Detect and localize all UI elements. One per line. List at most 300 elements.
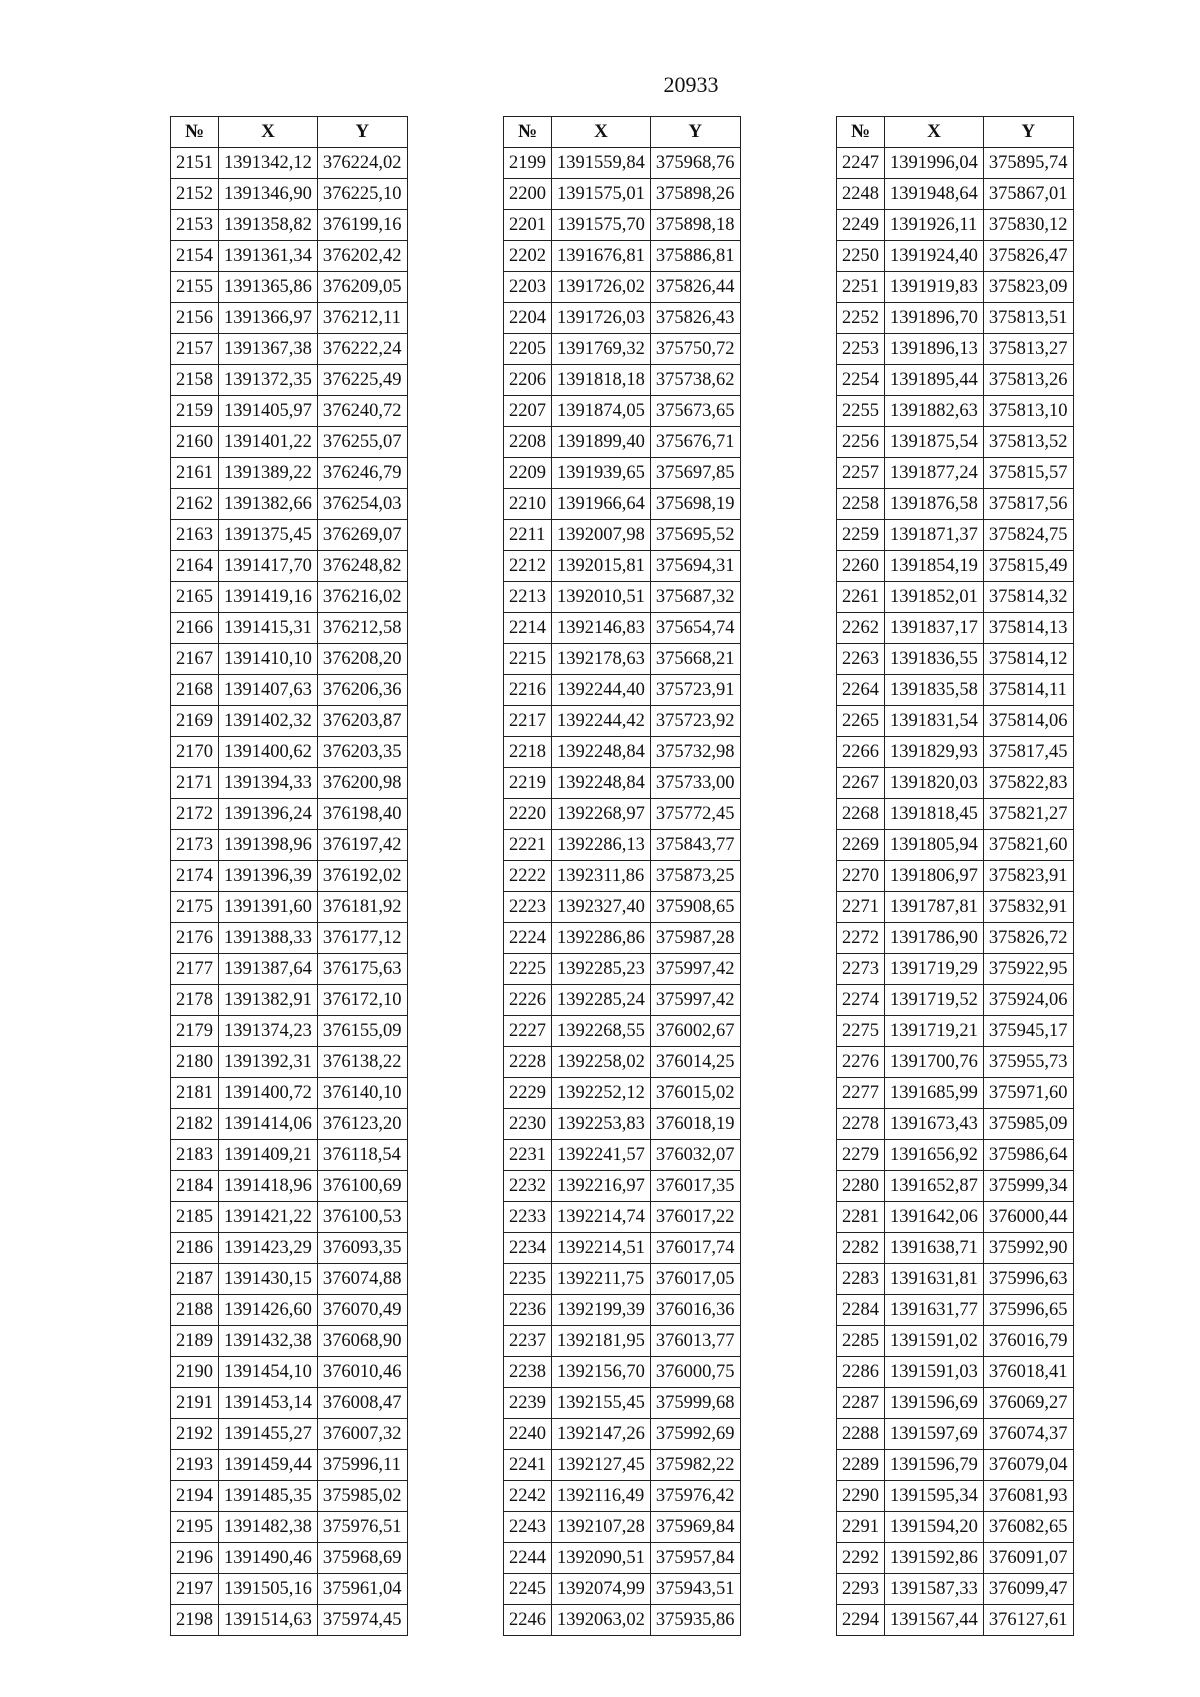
table-row <box>504 1450 741 1481</box>
y-coordinate-cell: 376269,07 <box>317 520 407 551</box>
point-number-cell: 2272 <box>837 923 885 954</box>
point-number-cell: 2221 <box>504 830 552 861</box>
x-coordinate-cell: 1391505,16 <box>219 1574 318 1605</box>
table-row <box>504 1388 741 1419</box>
y-coordinate-cell: 375814,32 <box>983 582 1073 613</box>
table-row <box>171 706 408 737</box>
x-coordinate-cell: 1391719,29 <box>885 954 984 985</box>
x-coordinate-cell: 1391432,38 <box>219 1326 318 1357</box>
point-number-cell: 2187 <box>171 1264 219 1295</box>
point-number-cell: 2263 <box>837 644 885 675</box>
y-coordinate-cell: 375985,02 <box>317 1481 407 1512</box>
x-coordinate-cell: 1391396,39 <box>219 861 318 892</box>
table-row <box>504 1078 741 1109</box>
x-coordinate-cell: 1391389,22 <box>219 458 318 489</box>
x-coordinate-cell: 1391597,69 <box>885 1419 984 1450</box>
x-coordinate-cell: 1392107,28 <box>552 1512 651 1543</box>
point-number-cell: 2171 <box>171 768 219 799</box>
x-coordinate-cell: 1392211,75 <box>552 1264 651 1295</box>
y-coordinate-cell: 375815,49 <box>983 551 1073 582</box>
x-coordinate-cell: 1391877,24 <box>885 458 984 489</box>
x-coordinate-cell: 1392286,86 <box>552 923 651 954</box>
y-coordinate-cell: 376255,07 <box>317 427 407 458</box>
x-coordinate-cell: 1391966,64 <box>552 489 651 520</box>
table-row <box>171 1419 408 1450</box>
x-coordinate-cell: 1391831,54 <box>885 706 984 737</box>
x-coordinate-cell: 1391642,06 <box>885 1202 984 1233</box>
table-row <box>504 861 741 892</box>
table-row <box>837 923 1074 954</box>
point-number-cell: 2212 <box>504 551 552 582</box>
x-coordinate-cell: 1391805,94 <box>885 830 984 861</box>
y-coordinate-cell: 375969,84 <box>650 1512 740 1543</box>
y-coordinate-cell: 375723,92 <box>650 706 740 737</box>
point-number-cell: 2179 <box>171 1016 219 1047</box>
y-coordinate-cell: 376192,02 <box>317 861 407 892</box>
y-coordinate-cell: 375813,27 <box>983 334 1073 365</box>
y-coordinate-cell: 376100,53 <box>317 1202 407 1233</box>
y-coordinate-cell: 376118,54 <box>317 1140 407 1171</box>
y-coordinate-cell: 375943,51 <box>650 1574 740 1605</box>
point-number-cell: 2279 <box>837 1140 885 1171</box>
x-coordinate-cell: 1391871,37 <box>885 520 984 551</box>
table-row <box>171 1233 408 1264</box>
x-coordinate-cell: 1392253,83 <box>552 1109 651 1140</box>
point-number-cell: 2258 <box>837 489 885 520</box>
y-coordinate-cell: 376172,10 <box>317 985 407 1016</box>
y-coordinate-cell: 375668,21 <box>650 644 740 675</box>
x-coordinate-cell: 1391896,70 <box>885 303 984 334</box>
table-row <box>837 1233 1074 1264</box>
y-coordinate-cell: 375814,12 <box>983 644 1073 675</box>
table-row <box>504 551 741 582</box>
table-row <box>171 985 408 1016</box>
x-coordinate-cell: 1392090,51 <box>552 1543 651 1574</box>
x-coordinate-cell: 1392244,40 <box>552 675 651 706</box>
point-number-cell: 2215 <box>504 644 552 675</box>
table-row <box>504 1109 741 1140</box>
table-row <box>837 520 1074 551</box>
point-number-cell: 2153 <box>171 210 219 241</box>
y-coordinate-cell: 375924,06 <box>983 985 1073 1016</box>
x-coordinate-cell: 1391575,01 <box>552 179 651 210</box>
table-row <box>837 1140 1074 1171</box>
table-row <box>504 1140 741 1171</box>
y-coordinate-cell: 375826,43 <box>650 303 740 334</box>
point-number-cell: 2244 <box>504 1543 552 1574</box>
x-coordinate-cell: 1392010,51 <box>552 582 651 613</box>
point-number-cell: 2214 <box>504 613 552 644</box>
y-coordinate-cell: 376007,32 <box>317 1419 407 1450</box>
point-number-cell: 2264 <box>837 675 885 706</box>
table-row <box>837 334 1074 365</box>
y-coordinate-cell: 376248,82 <box>317 551 407 582</box>
table-row <box>504 1295 741 1326</box>
x-coordinate-cell: 1391419,16 <box>219 582 318 613</box>
y-coordinate-cell: 376013,77 <box>650 1326 740 1357</box>
point-number-cell: 2175 <box>171 892 219 923</box>
x-coordinate-cell: 1391592,86 <box>885 1543 984 1574</box>
x-coordinate-cell: 1391700,76 <box>885 1047 984 1078</box>
x-coordinate-cell: 1391346,90 <box>219 179 318 210</box>
table-row <box>837 1481 1074 1512</box>
point-number-cell: 2184 <box>171 1171 219 1202</box>
table-row <box>504 179 741 210</box>
table-header-row <box>837 117 1074 148</box>
y-coordinate-cell: 376140,10 <box>317 1078 407 1109</box>
y-coordinate-cell: 376212,58 <box>317 613 407 644</box>
x-coordinate-cell: 1391400,72 <box>219 1078 318 1109</box>
x-coordinate-cell: 1391418,96 <box>219 1171 318 1202</box>
y-coordinate-cell: 375823,09 <box>983 272 1073 303</box>
point-number-cell: 2208 <box>504 427 552 458</box>
y-coordinate-cell: 376202,42 <box>317 241 407 272</box>
table-row <box>171 954 408 985</box>
table-row <box>504 241 741 272</box>
table-row <box>504 1419 741 1450</box>
table-row <box>837 396 1074 427</box>
point-number-cell: 2261 <box>837 582 885 613</box>
page-number: 20933 <box>663 72 719 97</box>
x-coordinate-cell: 1391514,63 <box>219 1605 318 1636</box>
table-row <box>504 737 741 768</box>
point-number-cell: 2186 <box>171 1233 219 1264</box>
point-number-cell: 2294 <box>837 1605 885 1636</box>
point-number-cell: 2199 <box>504 148 552 179</box>
point-number-cell: 2284 <box>837 1295 885 1326</box>
x-coordinate-cell: 1391876,58 <box>885 489 984 520</box>
table-row <box>171 303 408 334</box>
point-number-cell: 2157 <box>171 334 219 365</box>
table-row <box>837 737 1074 768</box>
x-coordinate-cell: 1391895,44 <box>885 365 984 396</box>
point-number-cell: 2198 <box>171 1605 219 1636</box>
y-coordinate-cell: 376123,20 <box>317 1109 407 1140</box>
header-number: № <box>171 117 219 148</box>
table-row <box>171 1450 408 1481</box>
table-row <box>171 489 408 520</box>
y-coordinate-cell: 376000,44 <box>983 1202 1073 1233</box>
point-number-cell: 2243 <box>504 1512 552 1543</box>
point-number-cell: 2159 <box>171 396 219 427</box>
x-coordinate-cell: 1391786,90 <box>885 923 984 954</box>
x-coordinate-cell: 1391874,05 <box>552 396 651 427</box>
x-coordinate-cell: 1391875,54 <box>885 427 984 458</box>
x-coordinate-cell: 1391455,27 <box>219 1419 318 1450</box>
point-number-cell: 2270 <box>837 861 885 892</box>
point-number-cell: 2172 <box>171 799 219 830</box>
table-row <box>504 458 741 489</box>
x-coordinate-cell: 1392181,95 <box>552 1326 651 1357</box>
y-coordinate-cell: 376099,47 <box>983 1574 1073 1605</box>
table-row <box>171 427 408 458</box>
y-coordinate-cell: 376018,41 <box>983 1357 1073 1388</box>
y-coordinate-cell: 375813,26 <box>983 365 1073 396</box>
x-coordinate-cell: 1391899,40 <box>552 427 651 458</box>
x-coordinate-cell: 1392156,70 <box>552 1357 651 1388</box>
table-row <box>171 1016 408 1047</box>
y-coordinate-cell: 376032,07 <box>650 1140 740 1171</box>
point-number-cell: 2227 <box>504 1016 552 1047</box>
x-coordinate-cell: 1391787,81 <box>885 892 984 923</box>
y-coordinate-cell: 376216,02 <box>317 582 407 613</box>
y-coordinate-cell: 375723,91 <box>650 675 740 706</box>
point-number-cell: 2191 <box>171 1388 219 1419</box>
table-row <box>504 892 741 923</box>
table-row <box>171 1171 408 1202</box>
y-coordinate-cell: 375738,62 <box>650 365 740 396</box>
y-coordinate-cell: 375813,51 <box>983 303 1073 334</box>
y-coordinate-cell: 375733,00 <box>650 768 740 799</box>
coordinates-table-3 <box>836 116 1074 1636</box>
x-coordinate-cell: 1391559,84 <box>552 148 651 179</box>
point-number-cell: 2162 <box>171 489 219 520</box>
y-coordinate-cell: 376200,98 <box>317 768 407 799</box>
table-row <box>837 1512 1074 1543</box>
x-coordinate-cell: 1391924,40 <box>885 241 984 272</box>
table-row <box>837 365 1074 396</box>
x-coordinate-cell: 1391726,03 <box>552 303 651 334</box>
y-coordinate-cell: 376199,16 <box>317 210 407 241</box>
x-coordinate-cell: 1391854,19 <box>885 551 984 582</box>
y-coordinate-cell: 376074,88 <box>317 1264 407 1295</box>
point-number-cell: 2252 <box>837 303 885 334</box>
x-coordinate-cell: 1392244,42 <box>552 706 651 737</box>
point-number-cell: 2167 <box>171 644 219 675</box>
point-number-cell: 2289 <box>837 1450 885 1481</box>
point-number-cell: 2256 <box>837 427 885 458</box>
point-number-cell: 2248 <box>837 179 885 210</box>
x-coordinate-cell: 1391896,13 <box>885 334 984 365</box>
coordinates-table-2 <box>503 116 741 1636</box>
table-row <box>504 1171 741 1202</box>
table-row <box>504 427 741 458</box>
y-coordinate-cell: 375822,83 <box>983 768 1073 799</box>
point-number-cell: 2180 <box>171 1047 219 1078</box>
point-number-cell: 2291 <box>837 1512 885 1543</box>
y-coordinate-cell: 376010,46 <box>317 1357 407 1388</box>
y-coordinate-cell: 376175,63 <box>317 954 407 985</box>
x-coordinate-cell: 1391719,52 <box>885 985 984 1016</box>
x-coordinate-cell: 1392116,49 <box>552 1481 651 1512</box>
x-coordinate-cell: 1391410,10 <box>219 644 318 675</box>
y-coordinate-cell: 376014,25 <box>650 1047 740 1078</box>
table-row <box>171 551 408 582</box>
y-coordinate-cell: 376181,92 <box>317 892 407 923</box>
x-coordinate-cell: 1391415,31 <box>219 613 318 644</box>
x-coordinate-cell: 1391591,03 <box>885 1357 984 1388</box>
x-coordinate-cell: 1392311,86 <box>552 861 651 892</box>
table-row <box>171 1543 408 1574</box>
table-row <box>837 1047 1074 1078</box>
point-number-cell: 2169 <box>171 706 219 737</box>
y-coordinate-cell: 375830,12 <box>983 210 1073 241</box>
x-coordinate-cell: 1391575,70 <box>552 210 651 241</box>
table-row <box>504 1326 741 1357</box>
x-coordinate-cell: 1391919,83 <box>885 272 984 303</box>
y-coordinate-cell: 376225,49 <box>317 365 407 396</box>
y-coordinate-cell: 375996,65 <box>983 1295 1073 1326</box>
point-number-cell: 2206 <box>504 365 552 396</box>
x-coordinate-cell: 1391652,87 <box>885 1171 984 1202</box>
point-number-cell: 2285 <box>837 1326 885 1357</box>
point-number-cell: 2200 <box>504 179 552 210</box>
point-number-cell: 2293 <box>837 1574 885 1605</box>
y-coordinate-cell: 375999,34 <box>983 1171 1073 1202</box>
y-coordinate-cell: 376081,93 <box>983 1481 1073 1512</box>
y-coordinate-cell: 376068,90 <box>317 1326 407 1357</box>
x-coordinate-cell: 1391594,20 <box>885 1512 984 1543</box>
x-coordinate-cell: 1391382,91 <box>219 985 318 1016</box>
table-row <box>504 675 741 706</box>
x-coordinate-cell: 1391673,43 <box>885 1109 984 1140</box>
x-coordinate-cell: 1392178,63 <box>552 644 651 675</box>
table-row <box>837 1574 1074 1605</box>
point-number-cell: 2286 <box>837 1357 885 1388</box>
y-coordinate-cell: 376069,27 <box>983 1388 1073 1419</box>
table-row <box>171 1264 408 1295</box>
table-row <box>837 179 1074 210</box>
y-coordinate-cell: 375814,06 <box>983 706 1073 737</box>
x-coordinate-cell: 1391596,69 <box>885 1388 984 1419</box>
table-row <box>837 1078 1074 1109</box>
table-row <box>837 954 1074 985</box>
table-row <box>837 272 1074 303</box>
y-coordinate-cell: 375996,63 <box>983 1264 1073 1295</box>
table-row <box>504 1543 741 1574</box>
x-coordinate-cell: 1392285,23 <box>552 954 651 985</box>
y-coordinate-cell: 375843,77 <box>650 830 740 861</box>
table-row <box>837 644 1074 675</box>
x-coordinate-cell: 1391454,10 <box>219 1357 318 1388</box>
y-coordinate-cell: 375826,72 <box>983 923 1073 954</box>
table-row <box>837 1450 1074 1481</box>
x-coordinate-cell: 1392258,02 <box>552 1047 651 1078</box>
point-number-cell: 2225 <box>504 954 552 985</box>
y-coordinate-cell: 375867,01 <box>983 179 1073 210</box>
x-coordinate-cell: 1391656,92 <box>885 1140 984 1171</box>
table-row <box>837 458 1074 489</box>
x-coordinate-cell: 1391374,23 <box>219 1016 318 1047</box>
x-coordinate-cell: 1392147,26 <box>552 1419 651 1450</box>
point-number-cell: 2209 <box>504 458 552 489</box>
x-coordinate-cell: 1391365,86 <box>219 272 318 303</box>
table-row <box>504 830 741 861</box>
point-number-cell: 2213 <box>504 582 552 613</box>
table-row <box>837 706 1074 737</box>
y-coordinate-cell: 376017,35 <box>650 1171 740 1202</box>
y-coordinate-cell: 375654,74 <box>650 613 740 644</box>
table-row <box>837 1326 1074 1357</box>
table-row <box>837 613 1074 644</box>
table-row <box>837 427 1074 458</box>
x-coordinate-cell: 1391726,02 <box>552 272 651 303</box>
point-number-cell: 2185 <box>171 1202 219 1233</box>
x-coordinate-cell: 1392214,51 <box>552 1233 651 1264</box>
table-row <box>171 1078 408 1109</box>
table-row <box>837 1419 1074 1450</box>
table-row <box>504 148 741 179</box>
header-x: X <box>552 117 651 148</box>
x-coordinate-cell: 1391595,34 <box>885 1481 984 1512</box>
point-number-cell: 2152 <box>171 179 219 210</box>
x-coordinate-cell: 1391407,63 <box>219 675 318 706</box>
y-coordinate-cell: 375673,65 <box>650 396 740 427</box>
y-coordinate-cell: 375996,11 <box>317 1450 407 1481</box>
point-number-cell: 2192 <box>171 1419 219 1450</box>
x-coordinate-cell: 1391421,22 <box>219 1202 318 1233</box>
x-coordinate-cell: 1392074,99 <box>552 1574 651 1605</box>
table-row <box>171 1388 408 1419</box>
x-coordinate-cell: 1391398,96 <box>219 830 318 861</box>
x-coordinate-cell: 1391769,32 <box>552 334 651 365</box>
table-row <box>171 1295 408 1326</box>
table-row <box>171 520 408 551</box>
x-coordinate-cell: 1392285,24 <box>552 985 651 1016</box>
table-row <box>171 582 408 613</box>
table-row <box>504 272 741 303</box>
table-row <box>837 1543 1074 1574</box>
y-coordinate-cell: 376000,75 <box>650 1357 740 1388</box>
table-row <box>171 396 408 427</box>
table-row <box>171 892 408 923</box>
point-number-cell: 2166 <box>171 613 219 644</box>
x-coordinate-cell: 1391391,60 <box>219 892 318 923</box>
point-number-cell: 2251 <box>837 272 885 303</box>
y-coordinate-cell: 375821,27 <box>983 799 1073 830</box>
table-row <box>837 241 1074 272</box>
table-row <box>837 1109 1074 1140</box>
table-row <box>837 551 1074 582</box>
y-coordinate-cell: 376225,10 <box>317 179 407 210</box>
y-coordinate-cell: 375826,47 <box>983 241 1073 272</box>
point-number-cell: 2265 <box>837 706 885 737</box>
y-coordinate-cell: 376091,07 <box>983 1543 1073 1574</box>
table-row <box>171 458 408 489</box>
point-number-cell: 2219 <box>504 768 552 799</box>
y-coordinate-cell: 376203,35 <box>317 737 407 768</box>
y-coordinate-cell: 376070,49 <box>317 1295 407 1326</box>
x-coordinate-cell: 1392241,57 <box>552 1140 651 1171</box>
table-row <box>171 272 408 303</box>
table-row <box>504 1264 741 1295</box>
x-coordinate-cell: 1391631,77 <box>885 1295 984 1326</box>
x-coordinate-cell: 1391926,11 <box>885 210 984 241</box>
y-coordinate-cell: 376197,42 <box>317 830 407 861</box>
table-header-row <box>171 117 408 148</box>
point-number-cell: 2154 <box>171 241 219 272</box>
table-row <box>504 582 741 613</box>
y-coordinate-cell: 375832,91 <box>983 892 1073 923</box>
y-coordinate-cell: 375971,60 <box>983 1078 1073 1109</box>
table-row <box>171 1512 408 1543</box>
table-row <box>171 799 408 830</box>
y-coordinate-cell: 376206,36 <box>317 675 407 706</box>
table-row <box>171 1357 408 1388</box>
y-coordinate-cell: 375815,57 <box>983 458 1073 489</box>
point-number-cell: 2276 <box>837 1047 885 1078</box>
y-coordinate-cell: 376008,47 <box>317 1388 407 1419</box>
y-coordinate-cell: 376222,24 <box>317 334 407 365</box>
table-row <box>504 303 741 334</box>
table-row <box>837 489 1074 520</box>
point-number-cell: 2224 <box>504 923 552 954</box>
point-number-cell: 2168 <box>171 675 219 706</box>
point-number-cell: 2181 <box>171 1078 219 1109</box>
x-coordinate-cell: 1392268,55 <box>552 1016 651 1047</box>
y-coordinate-cell: 375908,65 <box>650 892 740 923</box>
table-row <box>504 1047 741 1078</box>
